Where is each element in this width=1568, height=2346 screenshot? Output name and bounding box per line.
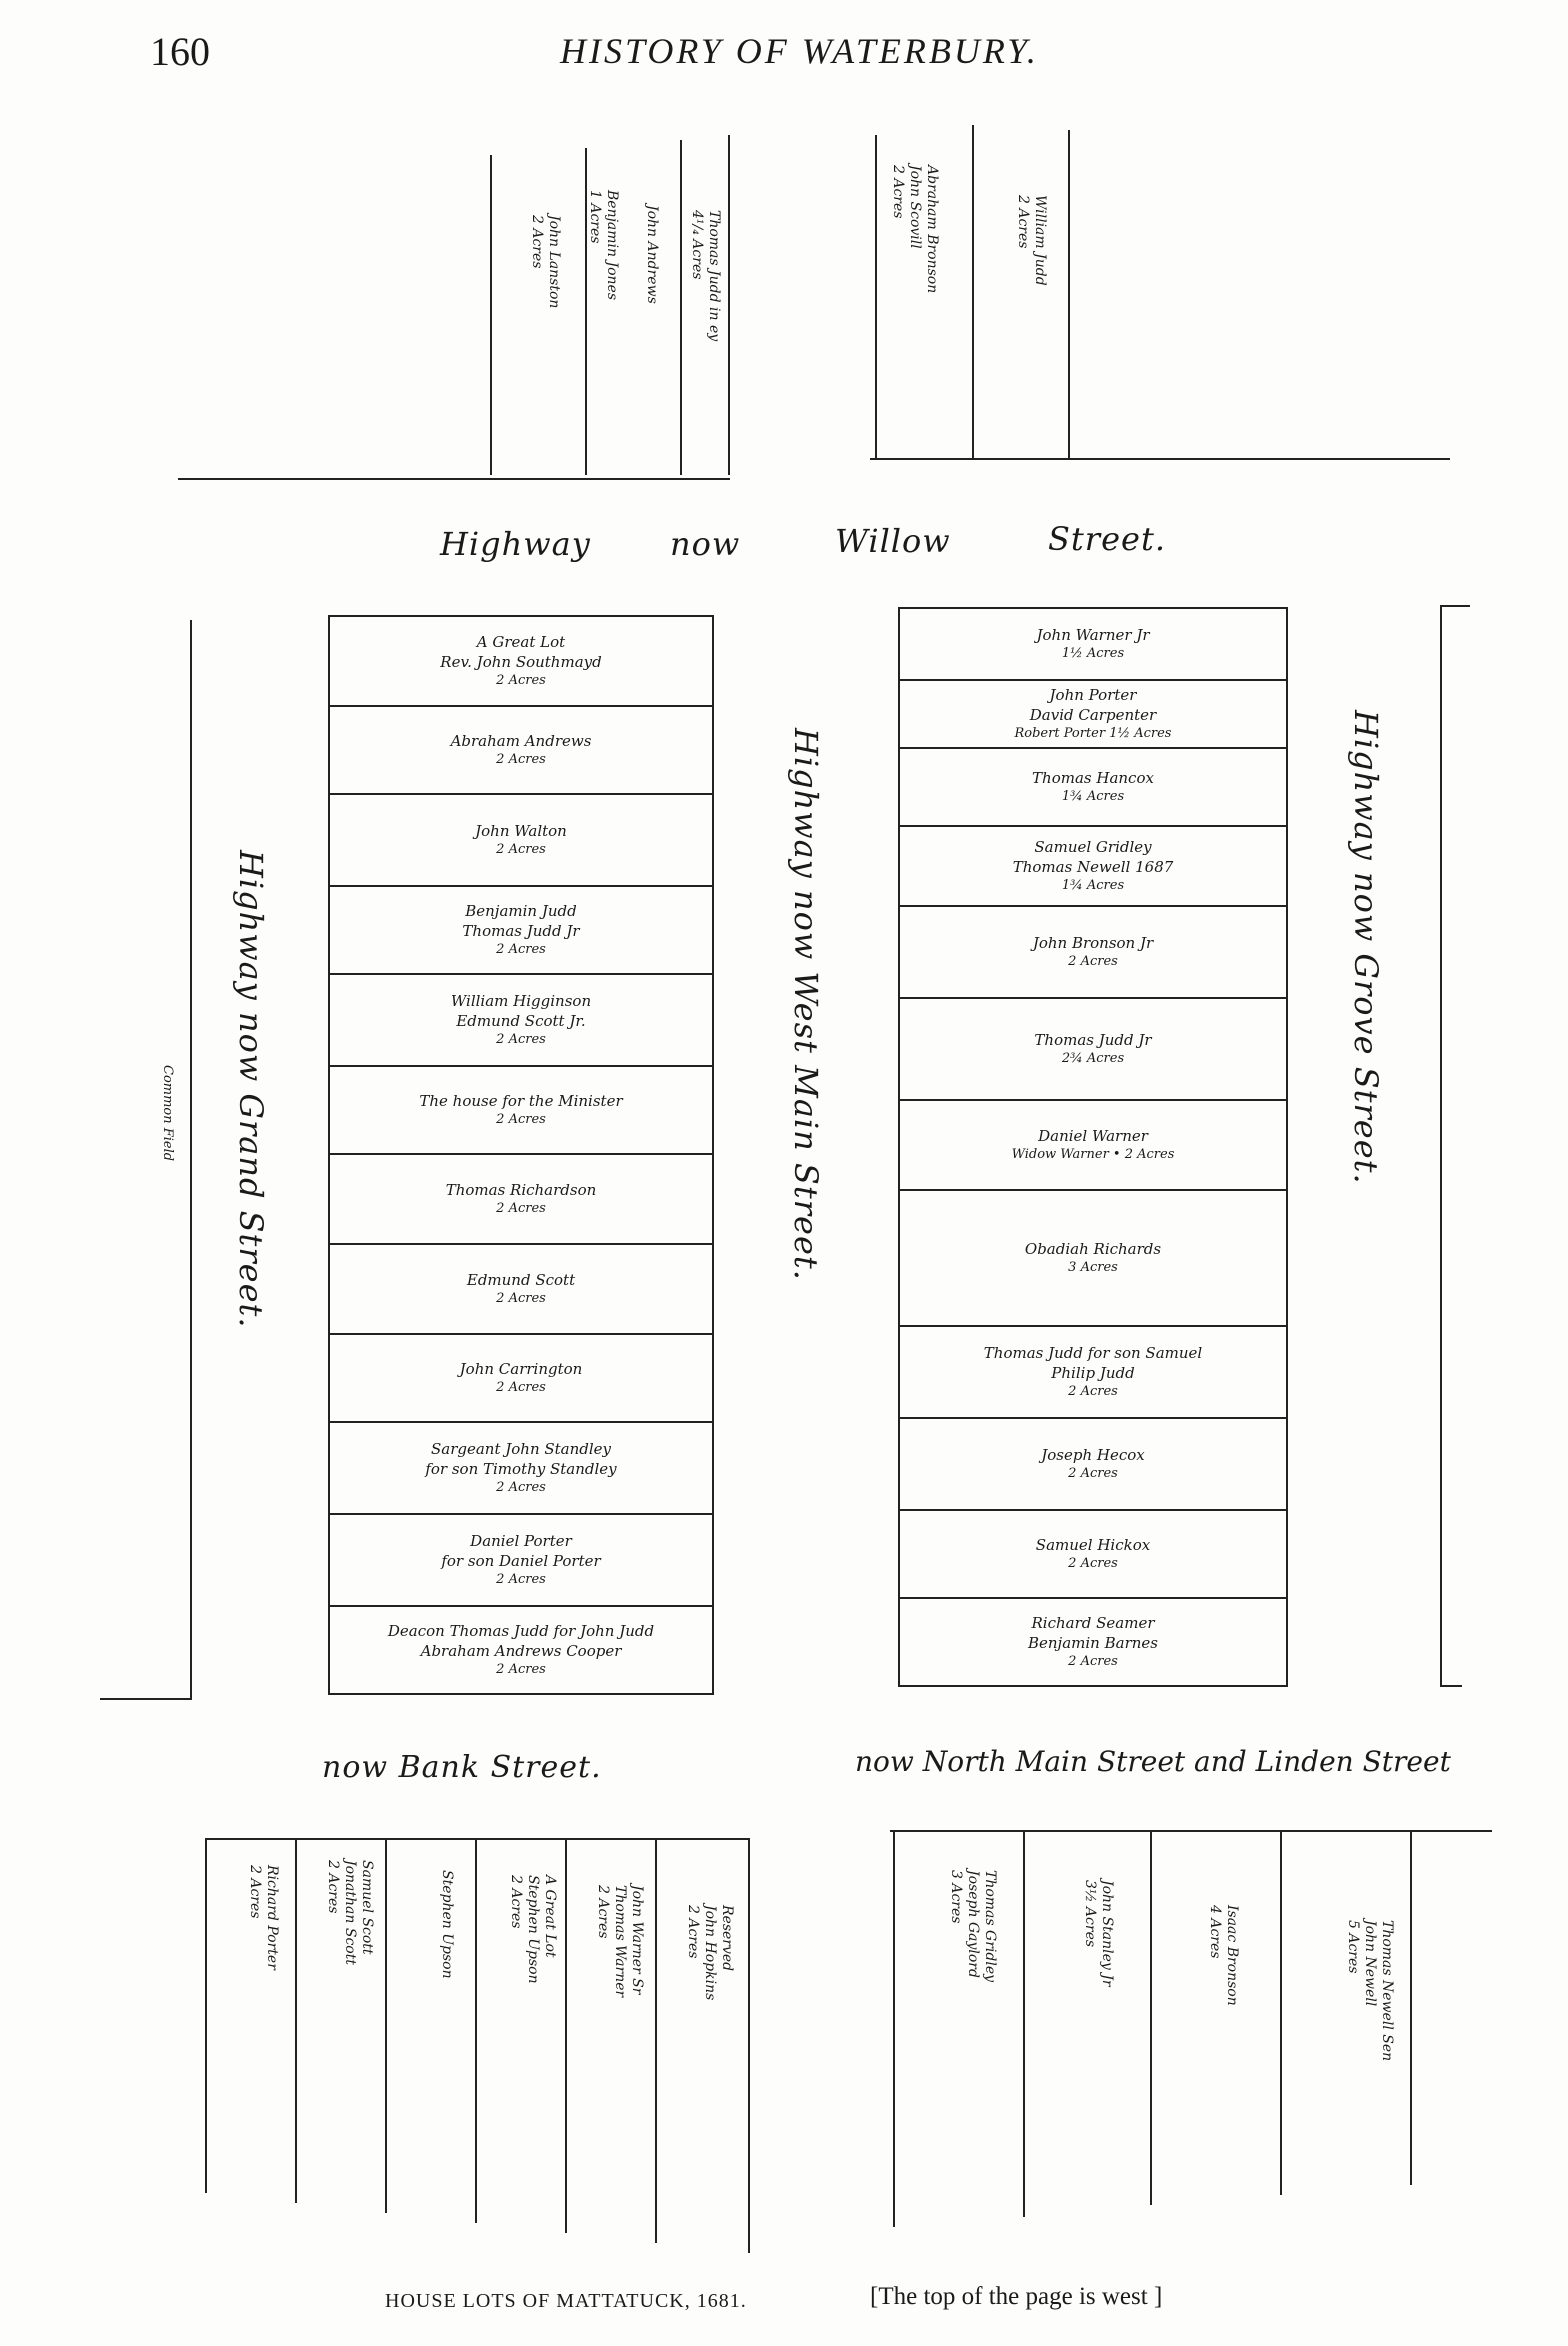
lot-text: 2 Acres: [890, 165, 907, 219]
vertical-lot-3: [528, 215, 562, 308]
lot-text: Thomas Hancox: [1032, 769, 1154, 788]
lot-text: John Warner Sr: [629, 1885, 645, 1995]
bottom-left-topline: [205, 1838, 750, 1840]
lot-text: 5 Acres: [1345, 1920, 1362, 1974]
lot-text: 2 Acres: [595, 1885, 612, 1939]
lot-text: John Walton: [475, 822, 567, 841]
lot-6: [330, 1155, 712, 1245]
lot-0: [900, 609, 1286, 681]
page-title: HISTORY OF WATERBURY.: [560, 31, 1039, 71]
lot-text: 3 Acres: [1068, 1260, 1118, 1276]
willow-word-3: Street.: [1048, 520, 1166, 558]
lot-text: 1¾ Acres: [1061, 878, 1125, 894]
lot-text: Thomas Warner: [612, 1885, 629, 1998]
lot-divider: [475, 1838, 477, 2223]
lot-text: Joseph Gaylord: [965, 1870, 982, 1978]
lot-text: 1½ Acres: [1061, 646, 1125, 662]
bank-street-label: now Bank Street.: [322, 1750, 602, 1785]
lot-divider: [1068, 130, 1070, 460]
lot-text: 2 Acres: [496, 842, 546, 858]
lot-9: [900, 1419, 1286, 1511]
vertical-lot-0: [1014, 195, 1048, 286]
lot-divider: [1023, 1832, 1025, 2217]
grove-street-edge: [1440, 605, 1442, 1685]
vertical-lot-0: [1345, 1920, 1395, 2061]
lot-text: Reserved: [719, 1905, 735, 1972]
lot-3: [330, 887, 712, 975]
north-main-street-label: now North Main Street and Linden Street: [855, 1745, 1451, 1778]
lot-text: 2¾ Acres: [1061, 1051, 1125, 1067]
lot-divider: [728, 135, 730, 475]
lot-3: [900, 827, 1286, 907]
vertical-lot-0: [685, 1905, 735, 2000]
vertical-lot-1: [1206, 1905, 1240, 2006]
lot-text: 2 Acres: [496, 1380, 546, 1396]
lot-text: 2 Acres: [1068, 1466, 1118, 1482]
lot-text: 2 Acres: [247, 1865, 264, 1919]
lot-text: Benjamin Jones: [604, 190, 620, 301]
lot-6: [900, 1101, 1286, 1191]
lot-text: 2 Acres: [496, 942, 546, 958]
lot-text: 2 Acres: [496, 1480, 546, 1496]
vertical-lot-3: [948, 1870, 998, 1982]
lot-text: John Stanley Jr: [1099, 1880, 1115, 1987]
vertical-lot-1: [643, 205, 660, 304]
left-lot-block: [328, 615, 714, 1695]
lot-text: David Carpenter: [1029, 706, 1157, 725]
lot-10: [330, 1515, 712, 1607]
lot-text: John Warner Jr: [1036, 626, 1150, 645]
lot-text: A Great Lot: [476, 632, 566, 651]
willow-word-1: now: [670, 525, 741, 563]
lot-text: 3 Acres: [948, 1870, 965, 1924]
lot-divider: [875, 135, 877, 460]
lot-9: [330, 1423, 712, 1515]
lot-text: Widow Warner • 2 Acres: [1011, 1147, 1175, 1163]
lot-text: Richard Porter: [264, 1865, 280, 1970]
lot-text: Obadiah Richards: [1024, 1240, 1162, 1259]
lot-text: Jonathan Scott: [342, 1860, 359, 1965]
lot-text: Abraham Andrews Cooper: [420, 1642, 622, 1661]
lot-divider: [295, 1838, 297, 2203]
lot-divider: [655, 1838, 657, 2243]
grove-street-corner-bottom: [1440, 1685, 1462, 1687]
lot-text: Isaac Bronson: [1224, 1905, 1240, 2006]
lot-text: Deacon Thomas Judd for John Judd: [387, 1621, 655, 1640]
lot-text: Daniel Warner: [1038, 1127, 1148, 1146]
lot-text: 2 Acres: [685, 1905, 702, 1959]
lot-text: 2 Acres: [508, 1875, 525, 1929]
vertical-lot-2: [1081, 1880, 1115, 1987]
lot-text: Samuel Gridley: [1034, 837, 1152, 856]
lot-11: [900, 1599, 1286, 1685]
lot-text: Thomas Newell Sen: [1379, 1920, 1395, 2062]
lot-text: Edmund Scott: [466, 1271, 576, 1290]
lot-divider: [1150, 1830, 1152, 2205]
lot-text: Benjamin Barnes: [1028, 1634, 1158, 1653]
lot-text: 1 Acres: [587, 190, 604, 244]
lot-text: Thomas Judd Jr: [1034, 1031, 1152, 1050]
lot-text: John Carrington: [459, 1360, 583, 1379]
lot-text: 2 Acres: [496, 752, 546, 768]
map-caption: HOUSE LOTS OF MATTATUCK, 1681.: [385, 2290, 747, 2312]
lot-text: 2 Acres: [325, 1860, 342, 1914]
lot-text: Robert Porter 1½ Acres: [1014, 726, 1172, 742]
lot-text: 2 Acres: [1068, 1384, 1118, 1400]
lot-text: John Hopkins: [702, 1905, 719, 2001]
lot-5: [330, 1067, 712, 1155]
lot-text: 2 Acres: [496, 1662, 546, 1678]
lot-text: John Andrews: [644, 205, 660, 304]
lot-divider: [680, 140, 682, 475]
vertical-lot-5: [246, 1865, 280, 1970]
map-orientation-note: [The top of the page is west ]: [870, 2283, 1163, 2310]
lot-1: [900, 681, 1286, 749]
lot-4: [900, 907, 1286, 999]
top-right-baseline: [870, 458, 1450, 460]
lot-text: 2 Acres: [496, 1032, 546, 1048]
vertical-lot-1: [890, 165, 940, 293]
lot-4: [330, 975, 712, 1067]
lot-text: Richard Seamer: [1031, 1613, 1155, 1632]
lot-text: Edmund Scott Jr.: [456, 1012, 586, 1031]
lot-text: 2 Acres: [496, 673, 546, 689]
vertical-lot-1: [595, 1885, 645, 1997]
lot-text: The house for the Minister: [419, 1092, 623, 1111]
grove-street-label: Highway now Grove Street.: [1347, 710, 1385, 1185]
lot-text: 2 Acres: [1068, 1556, 1118, 1572]
lot-text: Rev. John Southmayd: [440, 653, 602, 672]
lot-text: Thomas Judd for son Samuel: [983, 1343, 1203, 1362]
lot-text: Thomas Judd in ey: [706, 210, 722, 342]
vertical-lot-4: [325, 1860, 375, 1965]
top-left-baseline: [178, 478, 730, 480]
grove-street-corner-top: [1440, 605, 1470, 607]
lot-8: [900, 1327, 1286, 1419]
lot-text: John Lanston: [546, 215, 562, 309]
lot-text: Daniel Porter: [470, 1531, 572, 1550]
lot-text: Stephen Upson: [439, 1870, 455, 1979]
lot-8: [330, 1335, 712, 1423]
lot-text: 2 Acres: [496, 1201, 546, 1217]
grand-street-corner: [100, 1698, 192, 1700]
lot-text: Samuel Hickox: [1035, 1536, 1151, 1555]
lot-text: A Great Lot: [542, 1875, 558, 1958]
lot-text: 2 Acres: [529, 215, 546, 269]
lot-divider: [972, 125, 974, 460]
lot-divider: [893, 1832, 895, 2227]
willow-word-0: Highway: [440, 525, 591, 563]
vertical-lot-0: [688, 210, 722, 341]
lot-divider: [385, 1838, 387, 2213]
lot-divider: [1410, 1830, 1412, 2185]
lot-7: [900, 1191, 1286, 1327]
page-number: 160: [150, 29, 210, 74]
lot-text: Abraham Bronson: [924, 165, 940, 294]
west-main-street-label: Highway now West Main Street.: [787, 728, 825, 1281]
right-lot-block: [898, 607, 1288, 1687]
vertical-lot-2: [586, 190, 620, 300]
lot-text: Philip Judd: [1051, 1364, 1135, 1383]
lot-text: for son Timothy Standley: [425, 1460, 617, 1479]
lot-text: 2 Acres: [1015, 195, 1032, 249]
lot-text: 2 Acres: [1068, 1654, 1118, 1670]
bottom-right-topline: [890, 1830, 1492, 1832]
lot-7: [330, 1245, 712, 1335]
lot-divider: [205, 1838, 207, 2193]
grand-street-edge: [190, 620, 192, 1700]
lot-divider: [565, 1838, 567, 2233]
lot-text: 4¹/₄ Acres: [689, 210, 706, 280]
lot-text: 3½ Acres: [1082, 1880, 1099, 1948]
lot-text: for son Daniel Porter: [441, 1552, 601, 1571]
lot-text: Benjamin Judd: [465, 901, 577, 920]
lot-text: John Scovill: [907, 165, 924, 249]
lot-text: Sargeant John Standley: [430, 1439, 612, 1458]
lot-0: [330, 617, 712, 707]
lot-2: [900, 749, 1286, 827]
lot-divider: [1280, 1830, 1282, 2195]
lot-text: Thomas Newell 1687: [1012, 858, 1174, 877]
lot-text: 2 Acres: [496, 1291, 546, 1307]
willow-word-2: Willow: [835, 522, 951, 560]
grand-street-label: Highway now Grand Street.: [232, 850, 270, 1329]
lot-text: Thomas Richardson: [445, 1181, 597, 1200]
vertical-lot-2: [508, 1875, 558, 1984]
lot-text: Thomas Judd Jr: [462, 922, 580, 941]
lot-11: [330, 1607, 712, 1693]
lot-text: 4 Acres: [1207, 1905, 1224, 1959]
lot-text: William Higginson: [450, 991, 592, 1010]
lot-text: Samuel Scott: [359, 1860, 375, 1955]
vertical-lot-3: [438, 1870, 455, 1979]
common-field-label: Common Field: [160, 1065, 175, 1162]
lot-text: 2 Acres: [496, 1572, 546, 1588]
lot-text: 2 Acres: [496, 1112, 546, 1128]
lot-text: 1¾ Acres: [1061, 789, 1125, 805]
lot-text: John Porter: [1049, 685, 1137, 704]
lot-divider: [748, 1838, 750, 2253]
lot-text: Stephen Upson: [525, 1875, 542, 1984]
lot-text: William Judd: [1032, 195, 1048, 286]
lot-text: Abraham Andrews: [450, 732, 592, 751]
lot-text: Thomas Gridley: [982, 1870, 998, 1983]
lot-5: [900, 999, 1286, 1101]
lot-1: [330, 707, 712, 795]
lot-text: John Newell: [1362, 1920, 1379, 2007]
lot-text: 2 Acres: [1068, 954, 1118, 970]
lot-10: [900, 1511, 1286, 1599]
lot-text: Joseph Hecox: [1041, 1446, 1145, 1465]
lot-2: [330, 795, 712, 887]
lot-divider: [490, 155, 492, 475]
lot-text: John Bronson Jr: [1032, 934, 1154, 953]
